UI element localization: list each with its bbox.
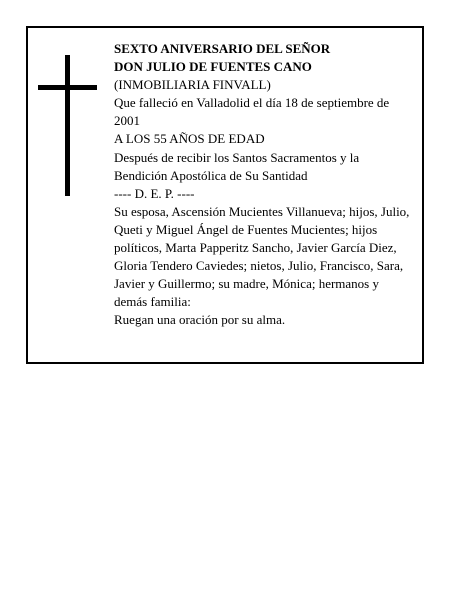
notice-death-info: Que falleció en Valladolid el día 18 de septiembre de 2001 (114, 95, 390, 129)
obituary-notice (26, 26, 424, 364)
notice-age: A LOS 55 AÑOS DE EDAD (114, 131, 265, 147)
notice-prayer: Ruegan una oración por su alma. (114, 312, 286, 328)
notice-text (114, 40, 414, 330)
notice-sacraments: Después de recibir los Santos Sacramentos y la Bendición Apostólica de Su Santidad (114, 149, 360, 183)
notice-heading-line2: DON JULIO DE FUENTES CANO (114, 59, 312, 75)
cross-horizontal-bar (38, 85, 97, 90)
notice-family: Su esposa, Ascensión Mucientes Villanueva; hijos, Julio, Queti y Miguel Ángel de Fuentes Mucientes; hijos políticos, Marta Papperitz Sancho, Javier García Diez, Gloria Tendero Caviedes; nietos, Julio, Francisco, Sara, Javier y Guillermo; su madre, Mónica; hermanos y demás familia: (114, 203, 410, 310)
notice-heading-line1: SEXTO ANIVERSARIO DEL SEÑOR (114, 41, 331, 56)
cross-vertical-bar (65, 55, 70, 196)
notice-company: (INMOBILIARIA FINVALL) (114, 77, 271, 93)
notice-dep: ---- D. E. P. ---- (114, 185, 195, 201)
